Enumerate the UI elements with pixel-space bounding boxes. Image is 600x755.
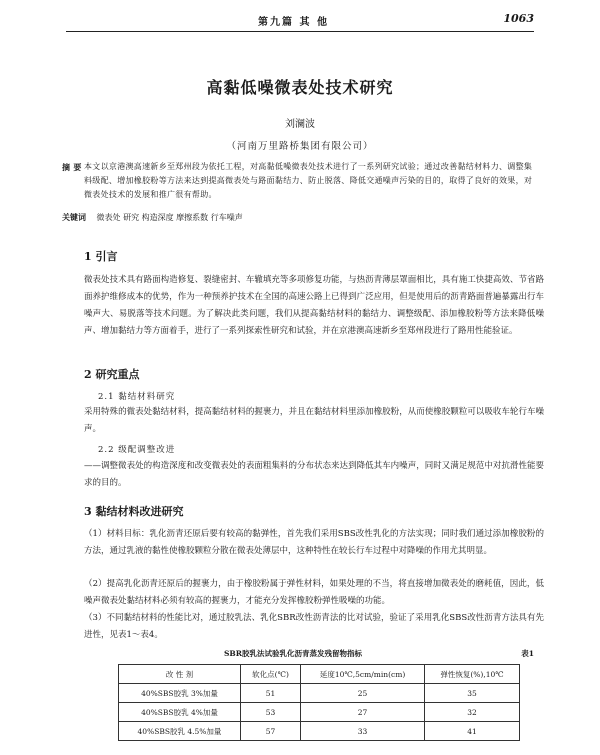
- section-heading: 3 黏结材料改进研究: [84, 505, 184, 518]
- affiliation: （河南万里路桥集团有限公司）: [226, 141, 374, 152]
- table-header-row: [119, 665, 520, 684]
- table-cell: 51: [240, 684, 300, 703]
- table-cell: 35: [425, 684, 520, 703]
- section-paragraph: ——调整微表处的构造深度和改变微表处的表面粗集料的分布状态来达到降低其车内噪声，同时又满足规范中对抗滑性能要求的目的。: [84, 461, 544, 488]
- abstract: [62, 160, 534, 202]
- table-number: 表1: [521, 649, 534, 658]
- subsection-heading: 2.2 级配调整改进: [98, 445, 176, 455]
- table-header-cell: 改 性 剂: [119, 665, 241, 684]
- table-header-cell: 弹性恢复(%),10℃: [425, 665, 520, 684]
- table-cell: 25: [301, 684, 425, 703]
- table-row: [119, 722, 520, 741]
- table-cell: 40%SBS胶乳 4%加量: [119, 703, 241, 722]
- section-paragraph: （3）不同黏结材料的性能比对，通过胶乳法、乳化SBR改性沥青法的比对试验，验证了采用乳化SBS改性沥青方法具有先进性，见表1～表4。: [84, 613, 544, 640]
- abstract-text: 本文以京港澳高速新乡至郑州段为依托工程，对高黏低噪微表处技术进行了一系列研究试验；通过改善黏结材料力、调整集料级配、增加橡胶粉等方法来达到提高微表处与路面黏结力、防止脱落、降低交通噪声污染的目的，取得了良好的效果，对微表处技术的发展和推广很有帮助。: [84, 162, 533, 199]
- keywords-label: 关键词: [62, 212, 86, 222]
- table-caption-title: SBR胶乳法试验乳化沥青蒸发残留物指标: [224, 649, 362, 658]
- section-paragraph: （1）材料目标：乳化沥青还原后要有较高的黏弹性，首先我们采用SBS改性乳化的方法实现；同时我们通过添加橡胶粉的方法，通过乳液的黏性使橡胶颗粒分散在微表处薄层中，这种特性在较长行车过程中对降噪的作用尤其明显。: [84, 529, 544, 556]
- keywords-text: 微表处 研究 构造深度 摩擦系数 行车噪声: [96, 213, 243, 222]
- section-paragraph: 微表处技术具有路面构造修复、裂缝密封、车辙填充等多项修复功能，与热沥青薄层罩面相比，具有施工快捷高效、节省路面养护维修成本的优势，作为一种预养护技术在全国的高速公路上已得到广泛应用，但是使用后的沥青路面普遍暴露出行车噪声大、易脱落等技术问题。为了解决此类问题，我们从提高黏结材料的黏结力、调整级配、添加橡胶粉等方法来降低噪声、增加黏结力等方面着手，进行了一系列探索性研究和试验，并在京港澳高速新乡至郑州段进行了路用性能验证。: [84, 275, 544, 336]
- table-row: [119, 703, 520, 722]
- data-table: [118, 664, 520, 741]
- table-cell: 57: [240, 722, 300, 741]
- table-cell: 40%SBS胶乳 4.5%加量: [119, 722, 241, 741]
- section-heading: 2 研究重点: [84, 368, 140, 381]
- table-cell: 32: [425, 703, 520, 722]
- table-cell: 33: [301, 722, 425, 741]
- table-cell: 41: [425, 722, 520, 741]
- abstract-label: 摘 要: [62, 162, 82, 172]
- table-row: [119, 684, 520, 703]
- keywords: [62, 212, 243, 223]
- section-paragraph: 采用特殊的微表处黏结材料，提高黏结材料的握裹力，并且在黏结材料里添加橡胶粉，从而使橡胶颗粒可以吸收车轮行车噪声。: [84, 407, 544, 434]
- table-cell: 40%SBS胶乳 3%加量: [119, 684, 241, 703]
- running-header: [0, 0, 600, 34]
- table-header-cell: 延度10℃,5cm/min(cm): [301, 665, 425, 684]
- section-heading: 1 引言: [84, 250, 118, 263]
- table-cell: 53: [240, 703, 300, 722]
- subsection-heading: 2.1 黏结材料研究: [98, 392, 176, 402]
- table-header-cell: 软化点(℃): [240, 665, 300, 684]
- paper-title: 高黏低噪微表处技术研究: [206, 78, 394, 97]
- header-rule: [66, 31, 534, 32]
- running-header-section: 第九篇 其 他: [258, 17, 329, 28]
- section-paragraph: （2）提高乳化沥青还原后的握裹力，由于橡胶粉属于弹性材料，如果处理的不当，将直接增加微表处的磨耗值，因此，低噪声微表处黏结材料必须有较高的握裹力，才能充分发挥橡胶粉弹性吸噪的功能。: [84, 579, 544, 606]
- table-cell: 27: [301, 703, 425, 722]
- page-number: 1063: [503, 12, 534, 25]
- author: 刘澜波: [285, 119, 315, 130]
